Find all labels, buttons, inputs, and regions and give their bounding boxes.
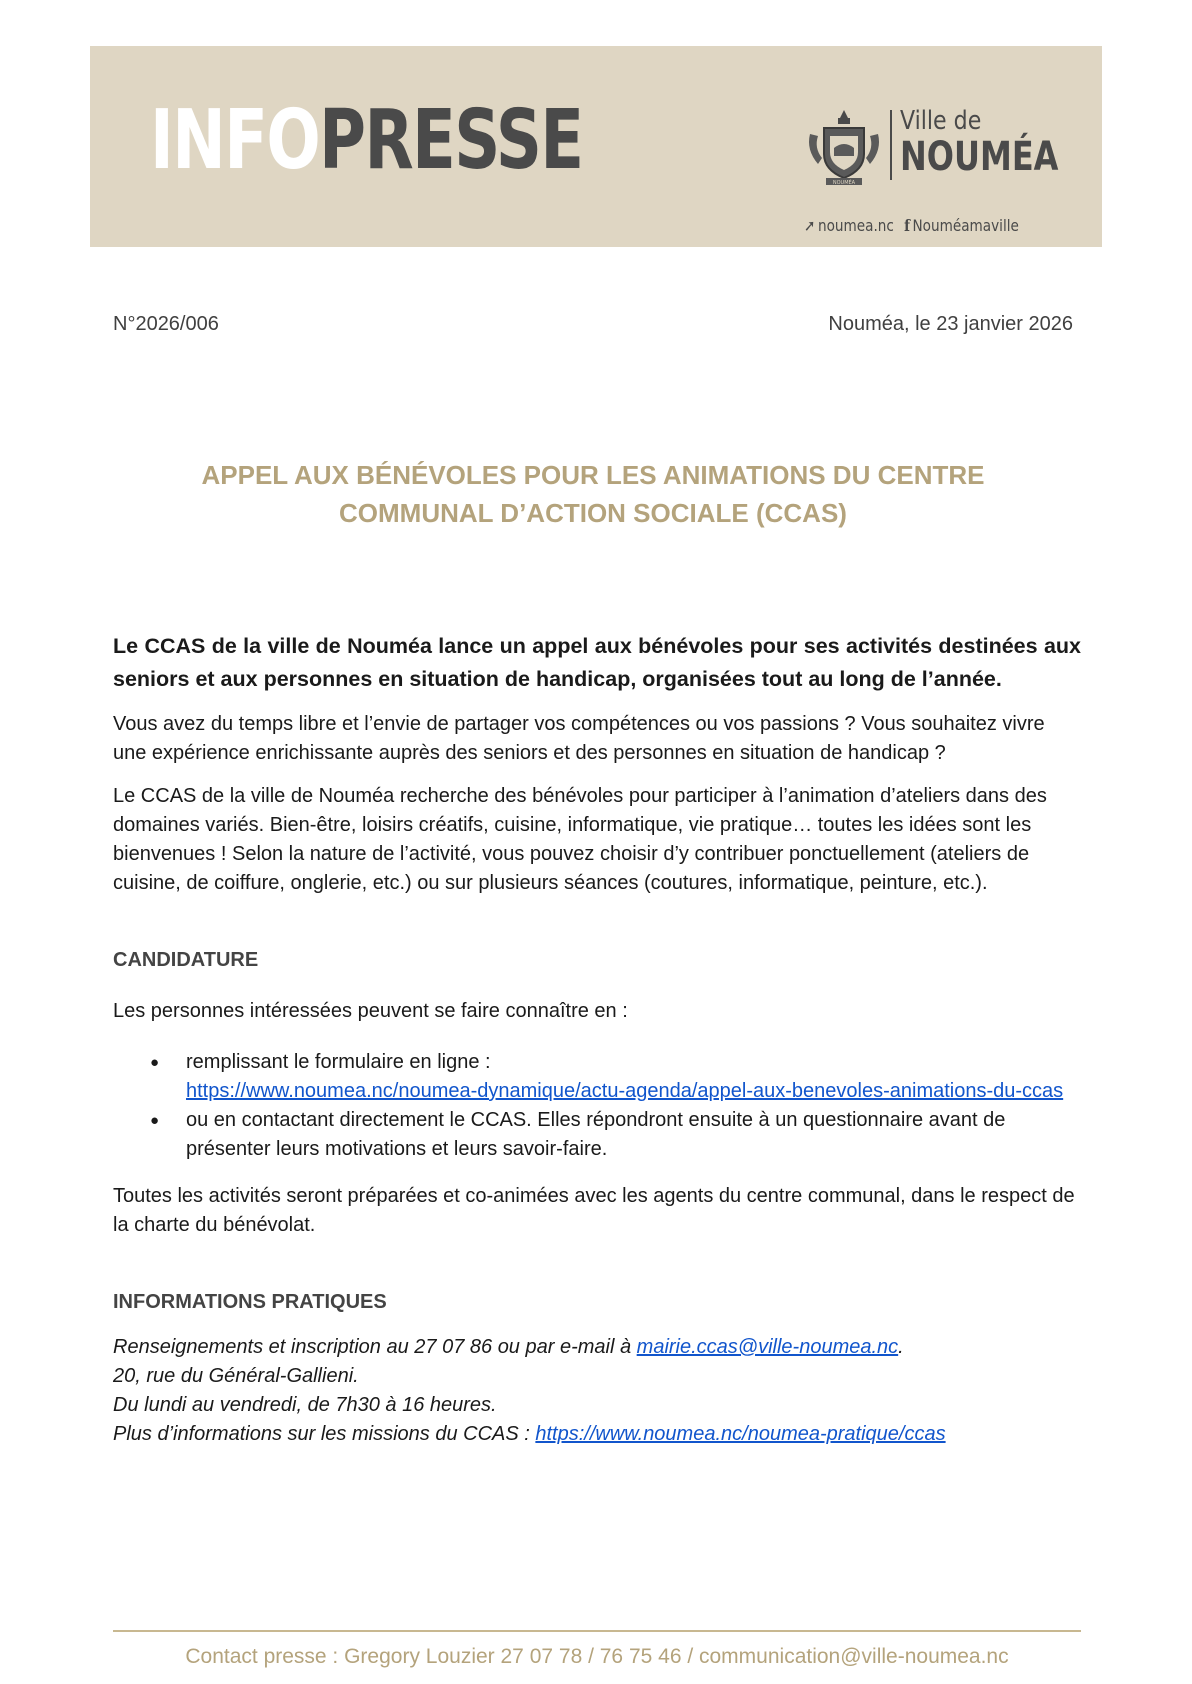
release-date: Nouméa, le 23 janvier 2026 [828,313,1073,335]
ccas-link[interactable]: https://www.noumea.nc/noumea-pratique/ccas [535,1423,946,1445]
list-item-text: ou en contactant directement le CCAS. Elles répondront ensuite à un questionnaire avant de présenter leurs motivations et leurs savoir-faire. [186,1109,1006,1160]
title-line-2: COMMUNAL D’ACTION SOCIALE (CCAS) [339,498,847,528]
footer-divider [113,1630,1081,1632]
email-link[interactable]: mairie.ccas@ville-noumea.nc [636,1336,899,1358]
paragraph-1: Vous avez du temps libre et l’envie de partager vos compétences ou vos passions ? Vous souhaitez vivre une expérience enrichissante auprès des seniors et des personnes en situation de handicap ? [113,713,1045,764]
candidature-closing: Toutes les activités seront préparées et co-animées avec les agents du centre communal, dans le respect de la charte du bénévolat. [113,1185,1075,1236]
facebook-icon: f [904,216,910,235]
form-link[interactable]: https://www.noumea.nc/noumea-dynamique/actu-agenda/appel-aux-benevoles-animations-du-ccas [186,1080,1064,1102]
send-arrow-icon: ➚ [804,216,816,235]
logo-facebook: Nouméamaville [912,216,1019,235]
page-title [113,456,1073,532]
info-line-2: 20, rue du Général-Gallieni. [113,1365,359,1387]
crest-text: NOUMÉA [832,180,856,186]
release-number: N°2026/006 [113,313,219,335]
candidature-intro: Les personnes intéressées peuvent se faire connaître en : [113,1000,628,1022]
logo-divider [890,110,892,180]
list-item [113,1048,1081,1106]
logo-links [804,216,1019,235]
paragraph-2: Le CCAS de la ville de Nouméa recherche des bénévoles pour participer à l’animation d’ateliers dans des domaines variés. Bien-être, loisirs créatifs, cuisine, informatique, vie pratique… toutes les idées sont les bienvenues ! Selon la nature de l’activité, vous pouvez choisir d’y contribuer ponctuellement (ateliers de cuisine, de coiffure, onglerie, etc.) ou sur plusieurs séances (coutures, informatique, peinture, etc.). [113,785,1047,894]
logo-city-name: NOUMÉA [900,134,1059,180]
list-item [113,1106,1081,1164]
article-body [113,630,1081,1449]
info-line-1: Renseignements et inscription au 27 07 86 ou par e-mail à [113,1336,637,1358]
logo-website: noumea.nc [817,216,894,235]
brand-presse: PRESSE [319,93,583,188]
info-line-4: Plus d’informations sur les missions du CCAS : [113,1423,536,1445]
info-presse-logo [150,93,583,188]
practical-info [113,1333,1081,1449]
ville-de-noumea-logo [804,106,1059,235]
info-line-3: Du lundi au vendredi, de 7h30 à 16 heures. [113,1394,497,1416]
logo-ville-de: Ville de [900,106,982,136]
candidature-list [113,1048,1081,1164]
city-crest-icon [804,106,884,186]
infos-heading: INFORMATIONS PRATIQUES [113,1291,387,1313]
info-line-1-end: . [898,1336,904,1358]
lead-paragraph: Le CCAS de la ville de Nouméa lance un appel aux bénévoles pour ses activités destinées aux seniors et aux personnes en situation de handicap, organisées tout au long de l’année. [113,634,1081,691]
list-item-text: remplissant le formulaire en ligne : [186,1051,491,1073]
header-banner [90,46,1102,247]
brand-info: INFO [150,93,320,188]
footer-contact: Contact presse : Gregory Louzier 27 07 78 / 76 75 46 / communication@ville-noumea.nc [185,1645,1009,1668]
candidature-heading: CANDIDATURE [113,949,259,971]
title-line-1: APPEL AUX BÉNÉVOLES POUR LES ANIMATIONS DU CENTRE [201,460,985,490]
